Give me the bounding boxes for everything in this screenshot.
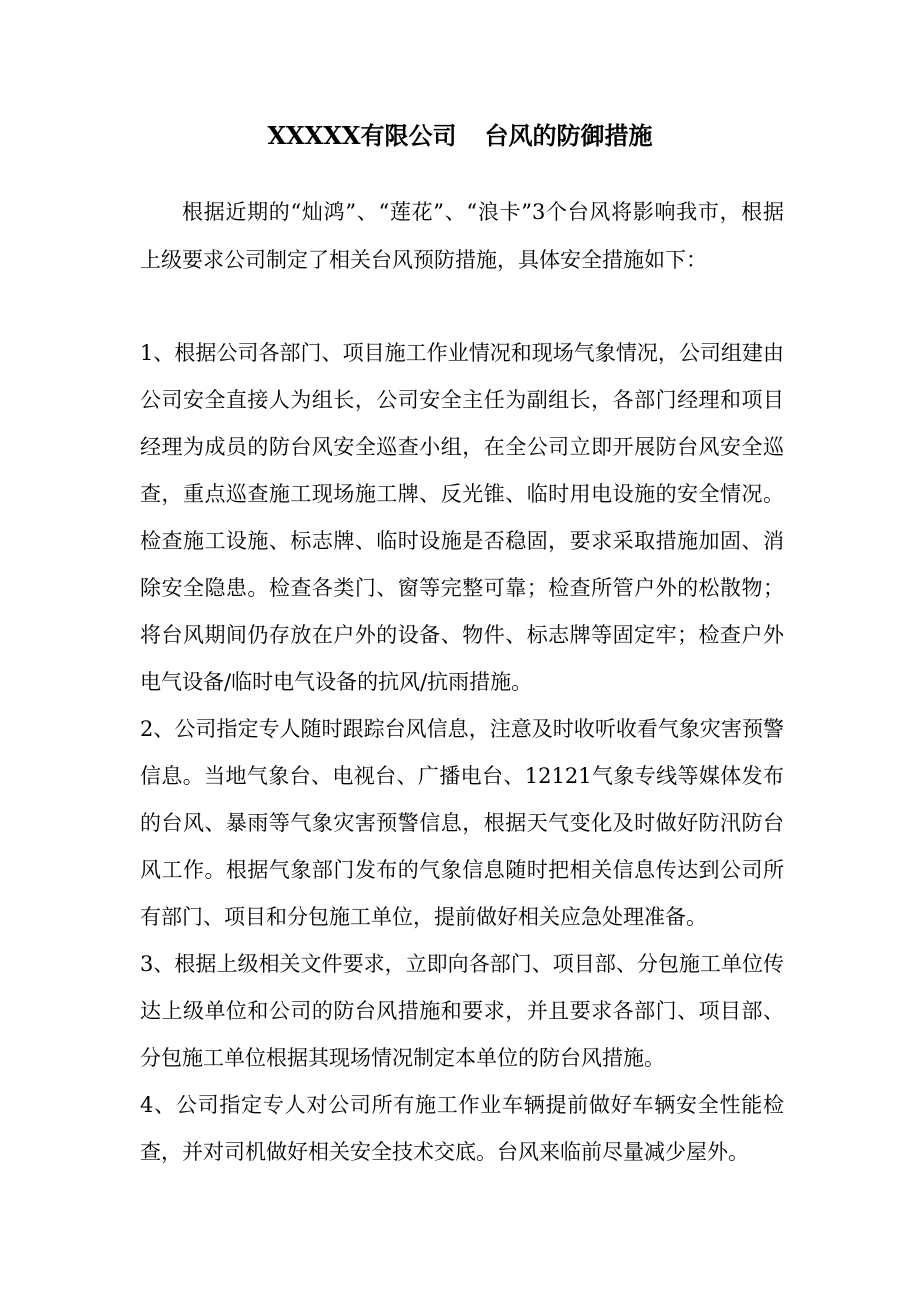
- title-company: XXXXX有限公司: [267, 121, 457, 150]
- intro-paragraph: 根据近期的“灿鸿”、“莲花”、“浪卡”3个台风将影响我市，根据上级要求公司制定了相关台风预防措施，具体安全措施如下：: [140, 200, 784, 272]
- measure-paragraph-2: 2、公司指定专人随时跟踪台风信息，注意及时收听收看气象灾害预警信息。当地气象台、电视台、广播电台、12121气象专线等媒体发布的台风、暴雨等气象灾害预警信息，根据天气变化及时做好防汛防台风工作。根据气象部门发布的气象信息随时把相关信息传达到公司所有部门、项目和分包施工单位，提前做好相关应急处理准备。: [140, 717, 784, 929]
- measure-paragraph-1: 1、根据公司各部门、项目施工作业情况和现场气象情况，公司组建由公司安全直接人为组长，公司安全主任为副组长，各部门经理和项目经理为成员的防台风安全巡查小组，在全公司立即开展防台风安全巡查，重点巡查施工现场施工牌、反光锥、临时用电设施的安全情况。检查施工设施、标志牌、临时设施是否稳固，要求采取措施加固、消除安全隐患。检查各类门、窗等完整可靠；检查所管户外的松散物；将台风期间仍存放在户外的设备、物件、标志牌等固定牢；检查户外电气设备/临时电气设备的抗风/抗雨措施。: [140, 341, 784, 694]
- measures-body: [140, 330, 784, 1176]
- measure-paragraph-3: 3、根据上级相关文件要求，立即向各部门、项目部、分包施工单位传达上级单位和公司的防台风措施和要求，并且要求各部门、项目部、分包施工单位根据其现场情况制定本单位的防台风措施。: [140, 952, 784, 1070]
- measure-paragraph-4: 4、公司指定专人对公司所有施工作业车辆提前做好车辆安全性能检查，并对司机做好相关安全技术交底。台风来临前尽量减少屋外。: [140, 1093, 784, 1164]
- title-subject: 台风的防御措施: [484, 121, 653, 150]
- document-title: [0, 117, 920, 155]
